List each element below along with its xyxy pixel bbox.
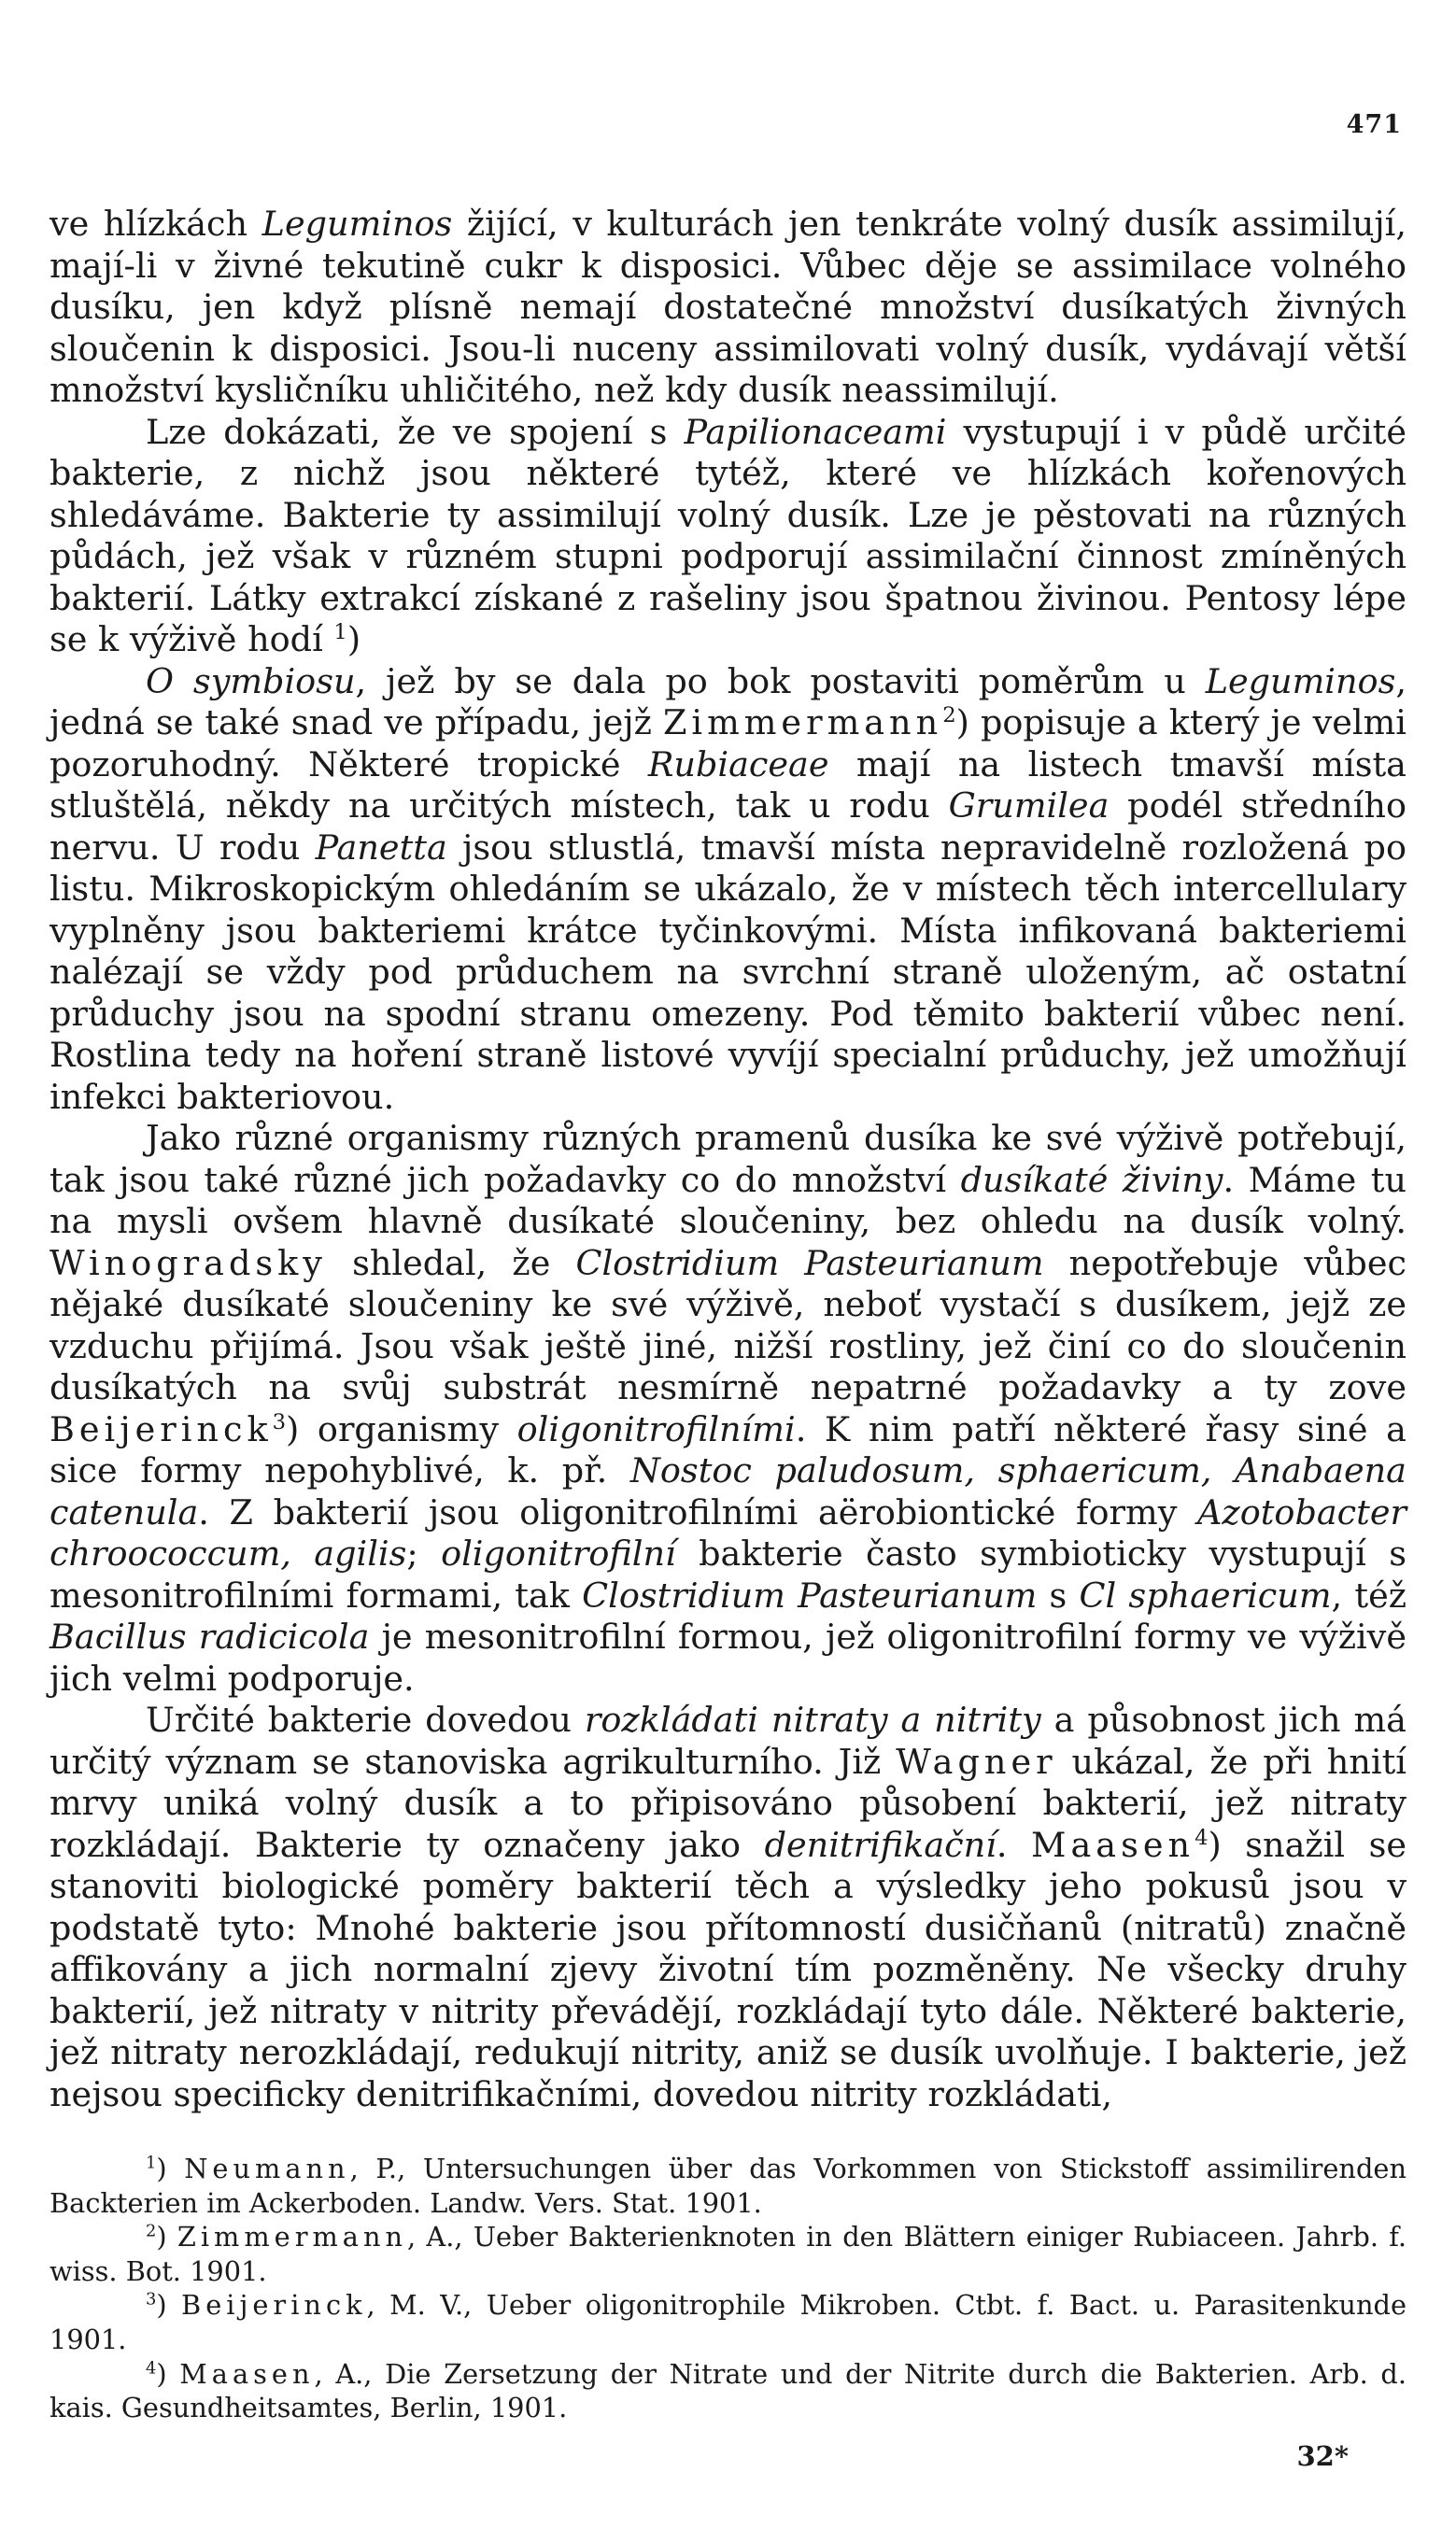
italic-term: oligonitrofilními: [516, 1408, 796, 1449]
author-name: Beijerinck: [181, 2289, 367, 2322]
text-run: , jedná se také snad ve případu, jejž: [49, 660, 1407, 742]
footnote-mark: 1: [146, 2153, 157, 2173]
text-run: vystupují i v půdě určité bakterie, z nichž jsou některé tytéž, které ve hlízkách kořenových shledáváme. Bakterie ty assimilují volný dusík. Lze je pěstovati na různých půdách, jež však v různém stupni podporují assimilační činnost zmíněných bakterií. Látky extrakcí získané z rašeliny jsou špatnou živinou. Pentosy lépe se k výživě hodí: [49, 411, 1407, 659]
footnotes: [49, 2152, 1407, 2425]
text-run: , M. V., Ueber oligonitrophile Mikroben. Ctbt. f. Bact. u. Parasitenkunde 1901.: [49, 2289, 1407, 2355]
italic-term: oligonitrofilní: [441, 1533, 676, 1574]
italic-term: Panetta: [315, 826, 447, 868]
italic-term: Grumilea: [948, 785, 1110, 826]
footnote-ref: 1: [333, 619, 347, 644]
author-name: Beijerinck: [49, 1408, 273, 1449]
paragraph: [49, 1700, 1407, 2115]
text-run: shledal, že: [326, 1242, 576, 1283]
footnote-mark-paren: ): [156, 2153, 185, 2184]
author-name: Zimmermann: [662, 702, 943, 742]
footnote-mark-paren: ): [156, 2221, 177, 2253]
footnote: [49, 2220, 1407, 2288]
footnote: [49, 2152, 1407, 2220]
text-run: Lze dokázati, že ve spojení s: [146, 411, 685, 452]
text-run: je mesonitrofilní formou, jež oligonitrofilní formy ve výživě jich velmi podporuje.: [49, 1617, 1407, 1699]
paragraph: [49, 204, 1407, 412]
text-run: ) snažil se stanoviti biologické poměry bakterií těch a výsledky jeho pokusů jsou v podstatě tyto: Mnohé bakterie jsou přítomností dusičňanů (nitratů) značně affikovány a jich normalní zjevy životní tím pozměněny. Ne všecky druhy bakterií, jež nitraty v nitrity převádějí, rozkládají tyto dále. Některé bakterie, jež nitraty nerozkládají, redukují nitrity, aniž se dusík uvolňuje. I bakterie, jež nejsou specificky denitrifikačními, dovedou nitrity rozkládati,: [49, 1824, 1407, 2114]
text-run: ) popisuje a který je velmi pozoruhodný. Některé tropické: [49, 702, 1407, 784]
author-name: Neumann: [184, 2153, 350, 2184]
text-run: . Z bakterií jsou oligonitrofilními aërobiontické formy: [198, 1491, 1198, 1533]
footnote-mark: 2: [146, 2221, 157, 2241]
paragraph: [49, 1118, 1407, 1700]
text-run: ) organismy: [286, 1408, 517, 1449]
text-run: Určité bakterie dovedou: [146, 1700, 585, 1740]
page-number: 471: [1346, 110, 1402, 139]
italic-term: Cl sphaericum: [1079, 1575, 1332, 1616]
text-run: podél středního nervu. U rodu: [49, 785, 1407, 868]
footnote-mark: 3: [146, 2289, 157, 2310]
text-run: s: [1037, 1575, 1080, 1616]
italic-term: Rubiaceae: [647, 743, 829, 784]
paragraph: [49, 661, 1407, 1119]
text-run: ukázal, že při hnití mrvy uniká volný dusík a to připisováno působení bakterií, jež nitraty rozkládají. Bakterie ty označeny jako: [49, 1741, 1407, 1865]
author-name: Wagner: [896, 1741, 1057, 1782]
text-run: ve hlízkách: [49, 204, 262, 244]
text-run: ): [346, 619, 361, 659]
italic-term: Clostridium Pasteurianum: [575, 1242, 1044, 1283]
text-run: , též: [1331, 1575, 1407, 1616]
signature-mark: 32*: [1296, 2440, 1349, 2472]
footnote-ref: 3: [272, 1409, 287, 1434]
footnote-ref: 2: [942, 702, 956, 728]
text-run: , jež by se dala po bok postaviti poměrům u: [355, 660, 1206, 701]
text-run: , P., Untersuchungen über das Vorkommen von Stickstoff assimilirenden Backterien im Ackerboden. Landw. Vers. Stat. 1901.: [49, 2153, 1407, 2219]
text-run: Jako různé organismy různých pramenů dusíka ke své výživě potřebují, tak jsou také různé jich požadavky co do množství: [49, 1118, 1407, 1200]
text-run: žijící, v kulturách jen tenkráte volný dusík assimilují, mají-li v živné tekutině cukr k disposici. Vůbec děje se assimilace volného dusíku, jen když plísně nemají dostatečné množství dusíkatých živných sloučenin k disposici. Jsou-li nuceny assimilovati volný dusík, vydávají větší množství kysličníku uhličitého, než kdy dusík neassimilují.: [49, 204, 1407, 410]
italic-term: Azotobacter chroococcum, agilis: [49, 1491, 1407, 1574]
text-run: . Máme tu na mysli ovšem hlavně dusíkaté sloučeniny, bez ohledu na dusík volný.: [49, 1159, 1407, 1241]
italic-term: Clostridium Pasteurianum: [582, 1575, 1038, 1616]
text-run: , A., Die Zersetzung der Nitrate und der Nitrite durch die Bakterien. Arb. d. kais. Gesundheitsamtes, Berlin, 1901.: [49, 2357, 1407, 2424]
italic-term: dusíkaté živiny: [960, 1159, 1223, 1200]
italic-term: O symbiosu: [146, 660, 356, 701]
italic-term: Nostoc paludosum, sphaericum, Anabaena catenula: [49, 1450, 1407, 1533]
author-name: Maasen: [179, 2357, 315, 2390]
italic-term: Bacillus radicicola: [49, 1617, 370, 1657]
text-run: jsou stlustlá, tmavší místa nepravidelně rozložená po listu. Mikroskopickým ohledáním se ukázalo, že v místech těch intercellulary vyplněny jsou bakteriemi krátce tyčinkovými. Místa infikovaná bakteriemi nalézají se vždy pod průduchem na svrchní straně uloženým, ač ostatní průduchy jsou na spodní stranu omezeny. Pod těmito bakterií vůbec není. Rostlina tedy na hoření straně listové vyvíjí specialní průduchy, jež umožňují infekci bakteriovou.: [49, 826, 1407, 1117]
italic-term: Leguminos: [262, 204, 453, 244]
footnote: [49, 2357, 1407, 2425]
text-run: mají na listech tmavší místa stluštělá, někdy na určitých místech, tak u rodu: [49, 743, 1407, 826]
body-text: [49, 204, 1407, 2115]
footnote: [49, 2288, 1407, 2356]
text-run: nepotřebuje vůbec nějaké dusíkaté sloučeniny ke své výživě, neboť vystačí s dusíkem, jejž ze vzduchu přijímá. Jsou však ještě jiné, nižší rostliny, jež činí co do sloučenin dusíkatých na svůj substrát nesmírně nepatrné požadavky a ty zove: [49, 1242, 1407, 1407]
text-run: .: [996, 1824, 1032, 1865]
italic-term: Leguminos: [1205, 660, 1396, 701]
footnote-ref: 4: [1194, 1825, 1209, 1850]
text-run: bakterie často symbioticky vystupují s mesonitrofilními formami, tak: [49, 1533, 1407, 1616]
italic-term: rozkládati nitraty a nitrity: [584, 1700, 1041, 1740]
italic-term: Papilionaceami: [684, 411, 947, 452]
text-run: ;: [406, 1533, 442, 1574]
author-name: Zimmermann: [177, 2221, 408, 2253]
footnote-mark-paren: ): [156, 2357, 180, 2390]
author-name: Winogradsky: [49, 1242, 327, 1283]
footnote-mark: 4: [146, 2357, 157, 2378]
text-run: a působnost jich má určitý význam se stanoviska agrikulturního. Již: [49, 1700, 1407, 1782]
text-run: , A., Ueber Bakterienknoten in den Blättern einiger Rubiaceen. Jahrb. f. wiss. Bot. 1901.: [49, 2221, 1407, 2287]
paragraph: [49, 412, 1407, 661]
italic-term: denitrifikační: [764, 1824, 997, 1865]
author-name: Maasen: [1031, 1824, 1195, 1865]
footnote-mark-paren: ): [156, 2289, 182, 2322]
text-run: . K nim patří některé řasy siné a sice formy nepohyblivé, k. př.: [49, 1408, 1407, 1490]
